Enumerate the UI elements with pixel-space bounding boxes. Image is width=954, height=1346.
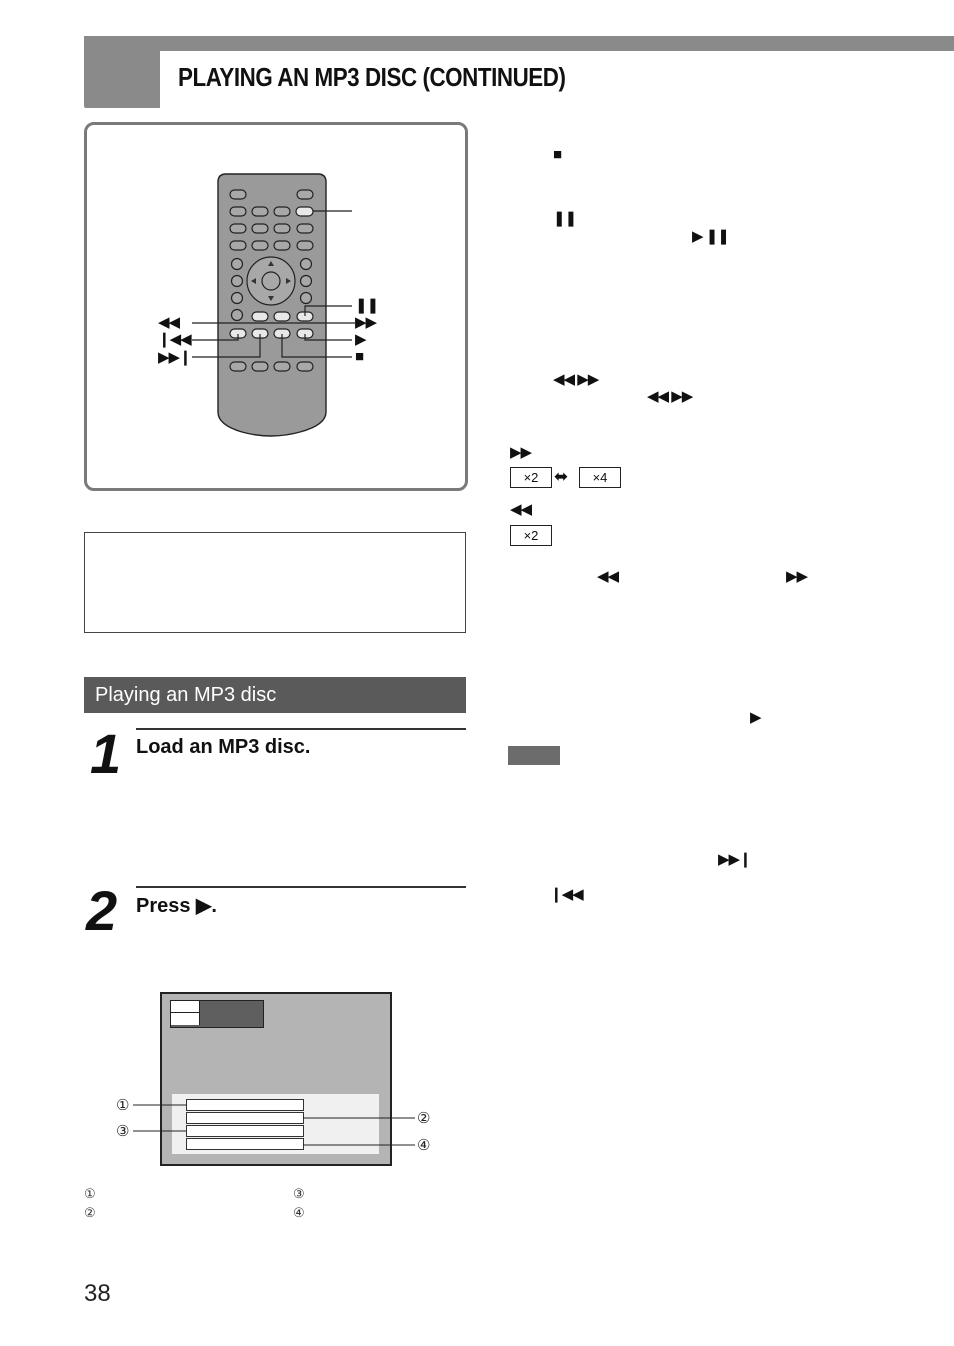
play-inline-icon: ▶ bbox=[750, 709, 761, 726]
prev-inline-icon: ❙◀◀ bbox=[550, 886, 583, 903]
play-pause-icons: ▶ ❚❚ bbox=[692, 228, 729, 245]
remote-prev-label: ❙◀◀ bbox=[158, 331, 191, 348]
search-icons-1: ◀◀ ▶▶ bbox=[553, 371, 599, 388]
callout-1: ① bbox=[116, 1097, 130, 1114]
legend-2: ② bbox=[84, 1205, 96, 1220]
page-number: 38 bbox=[84, 1280, 111, 1307]
fast-forward-icon: ▶▶ bbox=[510, 444, 532, 461]
note-tab bbox=[508, 746, 560, 765]
fast-forward-inline-icon: ▶▶ bbox=[786, 568, 808, 585]
stop-icon: ■ bbox=[553, 146, 562, 163]
callout-2: ② bbox=[417, 1110, 431, 1127]
step-2-number: 2 bbox=[86, 879, 118, 942]
search-icons-2: ◀◀ ▶▶ bbox=[647, 388, 693, 405]
remote-fast-forward-label: ▶▶ bbox=[355, 314, 377, 331]
remote-stop-label: ■ bbox=[355, 348, 364, 365]
speed-toggle-arrow-icon: ⬌ bbox=[554, 467, 568, 486]
rewind-inline-icon: ◀◀ bbox=[597, 568, 619, 585]
pause-icon: ❚❚ bbox=[553, 210, 577, 227]
rewind-icon: ◀◀ bbox=[510, 501, 532, 518]
legend-1: ① bbox=[84, 1186, 96, 1201]
remote-next-label: ▶▶❙ bbox=[158, 349, 191, 366]
step-1-number: 1 bbox=[90, 722, 122, 785]
next-inline-icon: ▶▶❙ bbox=[718, 851, 751, 868]
callout-4: ④ bbox=[417, 1137, 431, 1154]
step-1-text: Load an MP3 disc. bbox=[136, 736, 311, 758]
remote-rewind-label: ◀◀ bbox=[158, 314, 180, 331]
ff-speed-x4: ×4 bbox=[579, 467, 621, 488]
remote-play-label: ▶ bbox=[355, 331, 366, 348]
legend-3: ③ bbox=[293, 1186, 305, 1201]
rew-speed-x2: ×2 bbox=[510, 525, 552, 546]
section-heading: Playing an MP3 disc bbox=[84, 677, 466, 713]
legend-4: ④ bbox=[293, 1205, 305, 1220]
remote-pause-label: ❚❚ bbox=[355, 297, 379, 314]
page-title: PLAYING AN MP3 DISC (CONTINUED) bbox=[178, 62, 566, 92]
callout-3: ③ bbox=[116, 1123, 130, 1140]
ff-speed-x2: ×2 bbox=[510, 467, 552, 488]
step-2-text: Press ▶. bbox=[136, 895, 217, 917]
